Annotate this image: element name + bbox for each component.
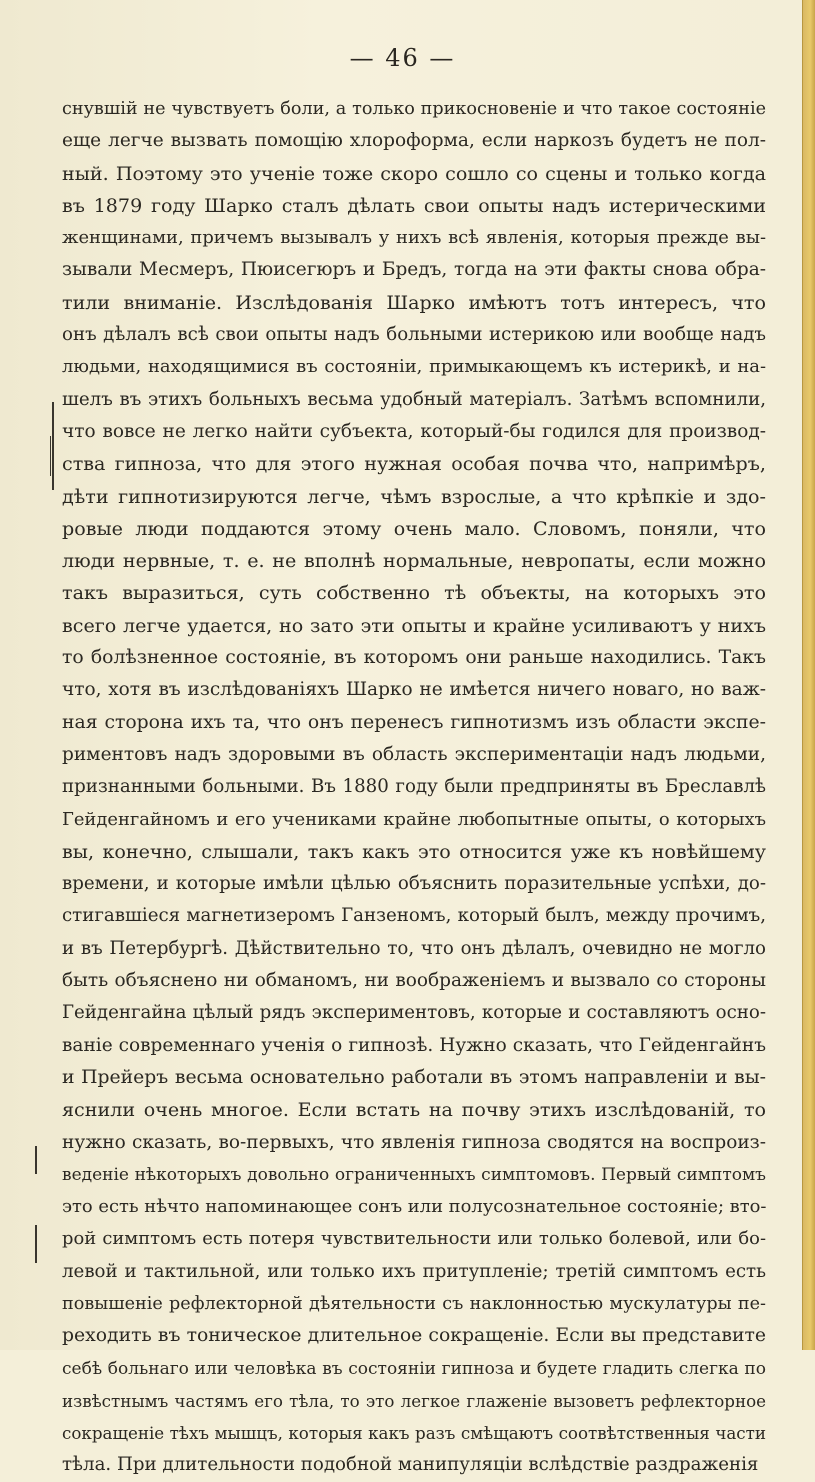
text-line: рой симптомъ есть потеря чувствительности или только болевой, или бо-: [62, 1228, 766, 1250]
text-line: веденіе нѣкоторыхъ довольно ограниченныхъ симптомовъ. Первый симптомъ: [62, 1164, 766, 1185]
text-line: ный. Поэтому это ученіе тоже скоро сошло со сцены и только когда: [62, 161, 766, 185]
text-line: въ 1879 году Шарко сталъ дѣлать свои опыты надъ истерическими: [62, 193, 766, 217]
text-line: вы, конечно, слышали, такъ какъ это относится уже къ новѣйшему: [62, 839, 766, 863]
text-line: всего легче удается, но зато эти опыты и крайне усиливаютъ у нихъ: [62, 613, 766, 637]
margin-mark: [50, 436, 51, 476]
text-line: что вовсе не легко найти субъекта, который-бы годился для производ-: [62, 420, 766, 442]
text-line: быть объяснено ни обманомъ, ни воображеніемъ и вызвало со стороны: [62, 970, 766, 992]
text-line: людьми, находящимися въ состояніи, примыкающемъ къ истерикѣ, и на-: [62, 356, 766, 378]
text-line: стигавшіеся магнетизеромъ Ганзеномъ, который былъ, между прочимъ,: [62, 905, 766, 927]
text-line: люди нервные, т. е. не вполнѣ нормальные, невропаты, если можно: [62, 549, 766, 573]
text-line: зывали Месмеръ, Пюисегюръ и Бредъ, тогда на эти факты снова обра-: [62, 259, 766, 281]
text-line: шелъ въ этихъ больныхъ весьма удобный матеріалъ. Затѣмъ вспомнили,: [62, 388, 766, 410]
page-spine-edge: [802, 0, 815, 1350]
text-line: такъ выразиться, суть собственно тѣ объекты, на которыхъ это: [62, 581, 766, 605]
text-line: нужно сказать, во-первыхъ, что явленія гипноза сводятся на воспроиз-: [62, 1131, 766, 1153]
text-line: реходить въ тоническое длительное сокращеніе. Если вы представите: [62, 1325, 766, 1347]
text-line: еще легче вызвать помощію хлороформа, если наркозъ будетъ не пол-: [62, 130, 766, 152]
text-line: извѣстнымъ частямъ его тѣла, то это легкое глаженіе вызоветъ рефлекторное: [62, 1390, 766, 1411]
margin-mark: [52, 402, 54, 490]
text-line: Гейденгайна цѣлый рядъ экспериментовъ, которые и составляютъ осно-: [62, 1002, 766, 1024]
text-line: тѣла. При длительности подобной манипуляціи вслѣдствіе раздраженія: [62, 1454, 759, 1476]
text-line: что, хотя въ изслѣдованіяхъ Шарко не имѣется ничего новаго, но важ-: [62, 679, 766, 701]
text-line: повышеніе рефлекторной дѣятельности съ наклонностью мускулатуры пе-: [62, 1293, 766, 1314]
text-line: ства гипноза, что для этого нужная особая почва что, напримѣръ,: [62, 452, 766, 476]
text-line: и Прейеръ весьма основательно работали въ этомъ направленіи и вы-: [62, 1066, 766, 1088]
text-line: левой и тактильной, или только ихъ притупленіе; третій симптомъ есть: [62, 1260, 766, 1282]
text-line: Гейденгайномъ и его учениками крайне любопытные опыты, о которыхъ: [62, 808, 766, 830]
margin-mark: [35, 1225, 37, 1263]
page-number: — 46 —: [349, 44, 456, 72]
text-line: онъ дѣлалъ всѣ свои опыты надъ больными истерикою или вообще надъ: [62, 324, 766, 346]
text-line: ваніе современнаго ученія о гипнозѣ. Нужно сказать, что Гейденгайнъ: [62, 1034, 766, 1056]
text-line: яснили очень многое. Если встать на почву этихъ изслѣдованій, то: [62, 1098, 766, 1122]
text-line: себѣ больнаго или человѣка въ состояніи гипноза и будете гладить слегка по: [62, 1358, 766, 1379]
text-line: тили вниманіе. Изслѣдованія Шарко имѣютъ тотъ интересъ, что: [62, 290, 766, 314]
text-line: женщинами, причемъ вызывалъ у нихъ всѣ явленія, которыя прежде вы-: [62, 227, 766, 249]
text-line: сокращеніе тѣхъ мышцъ, которыя какъ разъ смѣщаютъ соотвѣтственныя части: [62, 1423, 766, 1444]
margin-mark: [35, 1146, 37, 1174]
text-line: снувшій не чувствуетъ боли, а только прикосновеніе и что такое состояніе: [62, 99, 766, 119]
text-line: ровые люди поддаются этому очень мало. Словомъ, поняли, что: [62, 516, 766, 540]
body-text: [62, 93, 766, 1482]
text-line: ная сторона ихъ та, что онъ перенесъ гипнотизмъ изъ области экспе-: [62, 711, 766, 733]
text-line: и въ Петербургѣ. Дѣйствительно то, что онъ дѣлалъ, очевидно не могло: [62, 937, 766, 959]
text-line: риментовъ надъ здоровыми въ область экспериментаціи надъ людьми,: [62, 743, 766, 765]
text-line: дѣти гипнотизируются легче, чѣмъ взрослые, а что крѣпкіе и здо-: [62, 484, 766, 508]
text-line: то болѣзненное состояніе, въ которомъ они раньше находились. Такъ: [62, 647, 766, 669]
text-line: времени, и которые имѣли цѣлью объяснить поразительные успѣхи, до-: [62, 873, 766, 895]
text-line: признанными больными. Въ 1880 году были предприняты въ Бреславлѣ: [62, 776, 766, 798]
text-line: это есть нѣчто напоминающее сонъ или полусознательное состояніе; вто-: [62, 1196, 766, 1218]
